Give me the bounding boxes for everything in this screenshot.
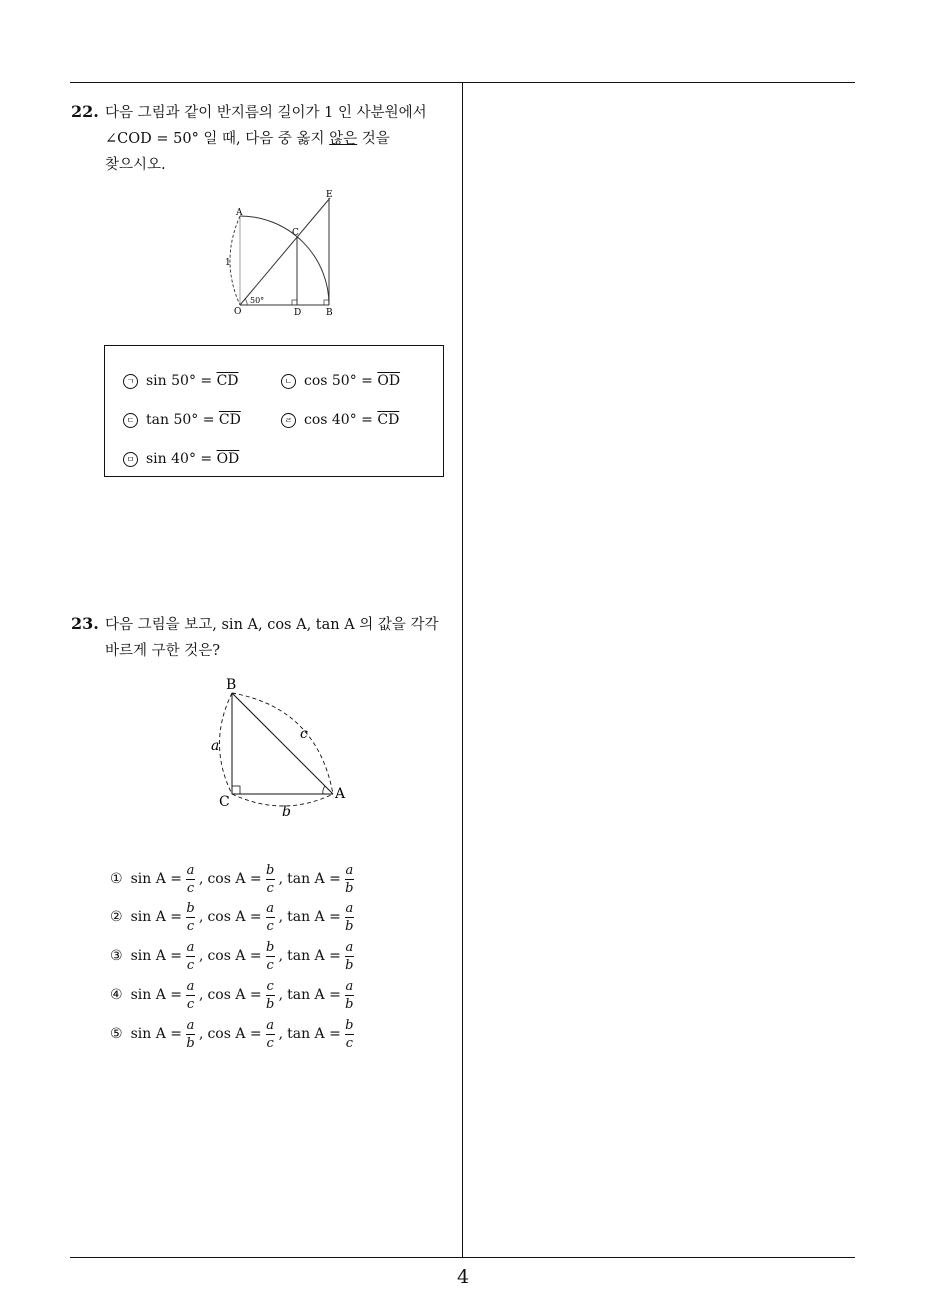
- q22-line2: ∠COD = 50° 일 때, 다음 중 옳지 않은 것을: [105, 131, 390, 147]
- q22-choice-4[interactable]: ㄹ $\cos 40^\circ = \overline{CD}$: [281, 412, 399, 428]
- q22-label-angle: 50°: [250, 296, 265, 305]
- q23-number: 23.: [71, 614, 99, 633]
- q22-label-B: B: [326, 308, 333, 318]
- q22-label-C: C: [292, 228, 299, 238]
- choice-marker: ㅁ: [123, 452, 138, 467]
- q23-label-b: b: [282, 804, 291, 820]
- choice-marker: ㄴ: [281, 374, 296, 389]
- q23-right-triangle-figure: [205, 672, 355, 822]
- q23-label-A: A: [335, 786, 346, 802]
- q22-underlined-word: 않은: [329, 131, 358, 147]
- q23-answer-2[interactable]: ② sin A = $\frac{b}{c}$ , cos A = $\frac{a}{c}$ , tan A = $\frac{a}{b}$: [110, 900, 354, 934]
- q22-choice-box: [104, 345, 444, 477]
- q23-answer-5[interactable]: ⑤ sin A = $\frac{a}{b}$ , cos A = $\frac{a}{c}$ , tan A = $\frac{b}{c}$: [110, 1017, 354, 1051]
- q23-line2: 바르게 구한 것은?: [105, 643, 221, 659]
- q23-answer-4[interactable]: ④ sin A = $\frac{a}{c}$ , cos A = $\frac{c}{b}$ , tan A = $\frac{a}{b}$: [110, 978, 354, 1012]
- q22-label-O: O: [234, 307, 242, 317]
- q23-label-a: a: [211, 738, 220, 754]
- q23-text: [105, 612, 439, 664]
- q22-number: 22.: [71, 102, 99, 121]
- q22-line3: 찾으시오.: [105, 157, 166, 173]
- column-divider: [462, 82, 463, 1258]
- q23-answer-3[interactable]: ③ sin A = $\frac{a}{c}$ , cos A = $\frac{b}{c}$ , tan A = $\frac{a}{b}$: [110, 939, 354, 973]
- q23-label-c: c: [300, 726, 308, 742]
- page-number: 4: [456, 1266, 470, 1288]
- q22-choice-3[interactable]: ㄷ $\tan 50^\circ = \overline{CD}$: [123, 412, 241, 428]
- q22-text: [105, 100, 427, 178]
- q22-choice-2[interactable]: ㄴ $\cos 50^\circ = \overline{OD}$: [281, 373, 400, 389]
- q22-label-A: A: [236, 208, 243, 218]
- choice-marker: ㄷ: [123, 413, 138, 428]
- bottom-rule: [70, 1257, 855, 1258]
- q22-label-D: D: [294, 308, 302, 318]
- q23-label-B: B: [226, 677, 237, 693]
- q22-quarter-circle-figure: [220, 185, 350, 320]
- choice-marker: ㄹ: [281, 413, 296, 428]
- q23-answer-1[interactable]: ① sin A = $\frac{a}{c}$ , cos A = $\frac{b}{c}$ , tan A = $\frac{a}{b}$: [110, 862, 354, 896]
- q22-line1: 다음 그림과 같이 반지름의 길이가 1 인 사분원에서: [105, 105, 427, 121]
- q23-label-C: C: [219, 794, 230, 810]
- q22-choice-5[interactable]: ㅁ $\sin 40^\circ = \overline{OD}$: [123, 451, 239, 467]
- choice-marker: ㄱ: [123, 374, 138, 389]
- q22-choice-1[interactable]: ㄱ $\sin 50^\circ = \overline{CD}$: [123, 373, 239, 389]
- q23-line1: 다음 그림을 보고, sin A, cos A, tan A 의 값을 각각: [105, 617, 439, 633]
- q22-label-E: E: [326, 190, 333, 200]
- q22-label-radius: 1: [225, 258, 231, 268]
